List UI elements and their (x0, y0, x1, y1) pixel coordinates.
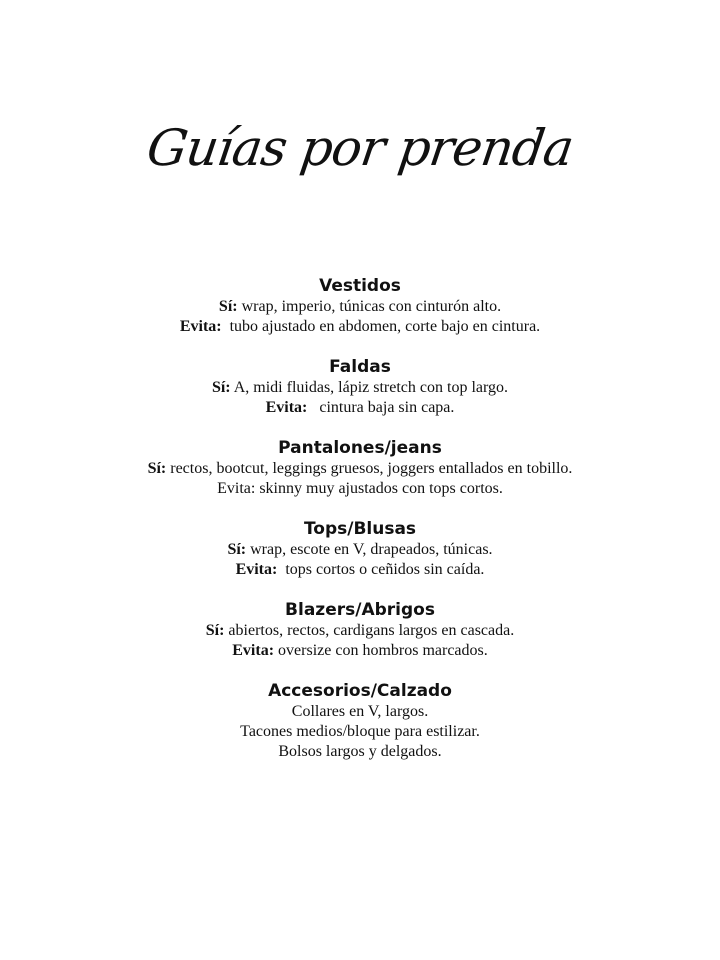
section-pantalones-jeans (0, 437, 720, 499)
guide-line: Collares en V, largos. (291, 703, 429, 720)
line-text: tubo ajustado en abdomen, corte bajo en cintura. (221, 318, 541, 335)
section-vestidos (0, 275, 720, 337)
line-text: wrap, escote en V, drapeados, túnicas. (246, 541, 493, 558)
page-title: Guías por prenda (143, 119, 577, 177)
line-text: oversize con hombros marcados. (274, 642, 488, 659)
guide-line-yes (0, 621, 720, 641)
section-faldas (0, 356, 720, 418)
guide-line-yes (0, 540, 720, 560)
line-text: rectos, bootcut, leggings gruesos, joggers entallados en tobillo. (166, 460, 573, 477)
section-heading: Faldas (329, 357, 391, 377)
guide-line-yes (0, 459, 720, 479)
section-accesorios-calzado (0, 680, 720, 762)
line-label: Sí: (205, 622, 225, 639)
garment-guide-list (0, 275, 720, 762)
line-label: Sí: (218, 298, 238, 315)
line-text: skinny muy ajustados con tops cortos. (255, 480, 503, 497)
line-label: Evita: (179, 318, 222, 335)
guide-line-yes (0, 297, 720, 317)
line-text: wrap, imperio, túnicas con cinturón alto. (237, 298, 502, 315)
line-label: Sí: (227, 541, 247, 558)
section-heading: Blazers/Abrigos (285, 600, 435, 620)
guide-line-avoid (0, 317, 720, 337)
line-label: Evita: (265, 399, 308, 416)
section-heading: Pantalones/jeans (278, 438, 442, 458)
line-label: Evita: (232, 642, 275, 659)
guide-line-avoid (0, 560, 720, 580)
line-label: Evita: (217, 480, 256, 497)
guide-line: Bolsos largos y delgados. (278, 743, 442, 760)
line-label: Sí: (147, 460, 167, 477)
guide-line-avoid (0, 479, 720, 499)
line-text: abiertos, rectos, cardigans largos en cascada. (224, 622, 515, 639)
section-tops-blusas (0, 518, 720, 580)
section-blazers-abrigos (0, 599, 720, 661)
guide-line: Tacones medios/bloque para estilizar. (240, 723, 480, 740)
section-heading: Tops/Blusas (303, 519, 417, 539)
section-heading: Vestidos (319, 276, 401, 296)
section-heading: Accesorios/Calzado (268, 681, 452, 701)
line-text: A, midi fluidas, lápiz stretch con top largo. (230, 379, 509, 396)
line-label: Sí: (211, 379, 231, 396)
guide-line-avoid (0, 398, 720, 418)
line-text: cintura baja sin capa. (307, 399, 455, 416)
line-label: Evita: (235, 561, 278, 578)
guide-line-avoid (0, 641, 720, 661)
guide-line-yes (0, 378, 720, 398)
line-text: tops cortos o ceñidos sin caída. (277, 561, 485, 578)
